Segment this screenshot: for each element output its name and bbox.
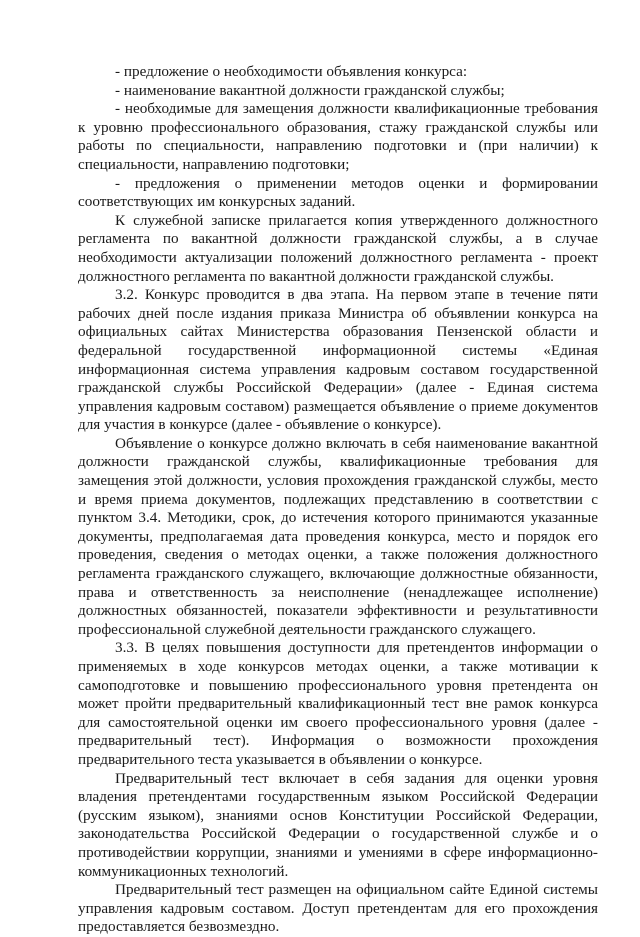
paragraph-position-name: - наименование вакантной должности гражданской службы;	[115, 81, 505, 99]
paragraph-section-3-3: 3.3. В целях повышения доступности для претендентов информации о применяемых в ходе конкурсов методах оценки, а также мотивации к самоподготовке и повышению профессионального уровня претендента он может пройти предварительный квалификационный тест вне рамок конкурса для самостоятельной оценки им своего профессионального уровня (далее - предварительный тест). Информация о возможности прохождения предварительного теста указывается в объявлении о конкурсе.	[78, 639, 598, 768]
paragraph-qualification-requirements: - необходимые для замещения должности квалификационные требования к уровню профессионального образования, стажу гражданской службы или работы по специальности, направлению подготовки и (при наличии) к специальности, направлению подготовки;	[78, 100, 598, 173]
paragraph-assessment-methods: - предложения о применении методов оценки и формировании соответствующих им конкурсных заданий.	[78, 174, 598, 211]
paragraph-announcement-contents: Объявление о конкурсе должно включать в себя наименование вакантной должности гражданской службы, квалификационные требования для замещения этой должности, условия прохождения гражданской службы, место и время приема документов, подлежащих представлению в соответствии с пунктом 3.4. Методики, срок, до истечения которого принимаются указанные документы, предполагаемая дата проведения конкурса, место и порядок его проведения, сведения о методах оценки, а также положения должностного регламента гражданского служащего, включающие должностные обязанности, права и ответственность за неисполнение (ненадлежащее исполнение) должностных обязанностей, показатели эффективности и результативности профессиональной служебной деятельности гражданского служащего.	[78, 434, 598, 638]
paragraph-preliminary-test-tasks: Предварительный тест включает в себя задания для оценки уровня владения претендентами государственным языком Российской Федерации (русским языком), знаниями основ Конституции Российской Федерации, законодательства Российской Федерации о государственной службе и о противодействии коррупции, знаниями и умениями в сфере информационно-коммуникационных технологий.	[78, 769, 598, 880]
paragraph-preliminary-test-access: Предварительный тест размещен на официальном сайте Единой системы управления кадровым составом. Доступ претендентам для его прохождения предоставляется безвозмездно.	[78, 881, 598, 936]
paragraph-memo-attachment: К служебной записке прилагается копия утвержденного должностного регламента по вакантной должности гражданской службы, а в случае необходимости актуализации положений должностного регламента - проект должностного регламента по вакантной должности гражданской службы.	[78, 211, 598, 285]
paragraph-proposal: - предложение о необходимости объявления конкурса:	[115, 63, 468, 80]
document-page	[78, 63, 598, 937]
paragraph-section-3-2: 3.2. Конкурс проводится в два этапа. На первом этапе в течение пяти рабочих дней после издания приказа Министра об объявлении конкурса на официальных сайтах Министерства образования Пензенской области и федеральной государственной информационной системы «Единая информационная система управления кадровым составом государственной гражданской службы Российской Федерации» (далее - Единая система управления кадровым составом) размещается объявление о приеме документов для участия в конкурсе (далее - объявление о конкурсе).	[78, 286, 598, 434]
